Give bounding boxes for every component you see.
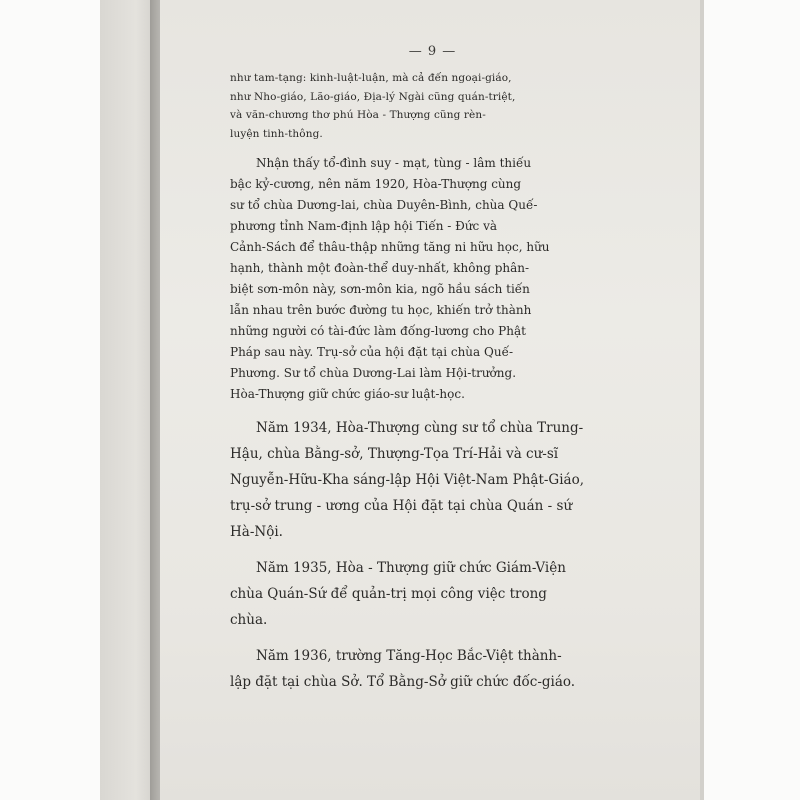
text-line: chùa. xyxy=(230,612,268,628)
text-line: lập đặt tại chùa Sở. Tổ Bằng-Sở giữ chức đốc-giáo. xyxy=(230,674,576,690)
text-line: biệt sơn-môn này, sơn-môn kia, ngõ hầu sách tiến xyxy=(230,282,530,296)
text-line: những người có tài-đức làm đống-lương cho Phật xyxy=(230,324,526,338)
text-line: phương tỉnh Nam-định lập hội Tiến - Đức và xyxy=(230,219,498,233)
page-number: — 9 — xyxy=(408,44,457,59)
text-line: Phương. Sư tổ chùa Dương-Lai làm Hội-trưởng. xyxy=(230,366,517,380)
text-line: luyện tinh-thông. xyxy=(230,127,323,140)
text-line: Nhận thấy tổ-đình suy - mạt, tùng - lâm thiếu xyxy=(256,156,532,170)
text-line: và văn-chương thơ phú Hòa - Thượng cũng rèn- xyxy=(230,109,486,121)
paragraph-1 xyxy=(230,69,635,143)
text-line: Năm 1936, trường Tăng-Học Bắc-Việt thành- xyxy=(256,648,562,664)
text-line: Năm 1934, Hòa-Thượng cùng sư tổ chùa Trung- xyxy=(256,420,584,436)
paragraph-4 xyxy=(230,555,635,633)
text-line: Nguyễn-Hữu-Kha sáng-lập Hội Việt-Nam Phật-Giáo, xyxy=(230,472,585,488)
book-page xyxy=(160,0,700,800)
text-line: như tam-tạng: kinh-luật-luận, mà cả đến ngoại-giáo, xyxy=(230,72,512,84)
text-line: chùa Quán-Sứ để quản-trị mọi công việc trong xyxy=(230,586,547,602)
text-line: Pháp sau này. Trụ-sở của hội đặt tại chùa Quế- xyxy=(230,345,514,359)
text-line: Hòa-Thượng giữ chức giáo-sư luật-học. xyxy=(230,387,465,401)
text-line: hạnh, thành một đoàn-thể duy-nhất, không phân- xyxy=(230,261,530,275)
paragraph-5 xyxy=(230,643,635,695)
text-line: Hậu, chùa Bằng-sở, Thượng-Tọa Trí-Hải và cư-sĩ xyxy=(230,446,559,462)
text-line: sư tổ chùa Dương-lai, chùa Duyên-Bình, chùa Quế- xyxy=(230,198,538,212)
page-text xyxy=(230,44,635,695)
text-line: như Nho-giáo, Lão-giáo, Địa-lý Ngài cũng quán-triệt, xyxy=(230,90,516,103)
text-line: Cảnh-Sách để thâu-thập những tăng ni hữu học, hữu xyxy=(230,240,550,254)
text-line: lẫn nhau trên bước đường tu học, khiến trở thành xyxy=(230,303,532,317)
paragraph-2 xyxy=(230,153,635,405)
text-line: Năm 1935, Hòa - Thượng giữ chức Giám-Viện xyxy=(256,560,566,576)
text-line: Hà-Nội. xyxy=(230,524,283,540)
text-line: bậc kỷ-cương, nên năm 1920, Hòa-Thượng cùng xyxy=(230,177,522,191)
text-line: trụ-sở trung - ương của Hội đặt tại chùa Quán - sứ xyxy=(230,498,573,514)
page-edge xyxy=(700,0,704,800)
paragraph-3 xyxy=(230,415,635,545)
